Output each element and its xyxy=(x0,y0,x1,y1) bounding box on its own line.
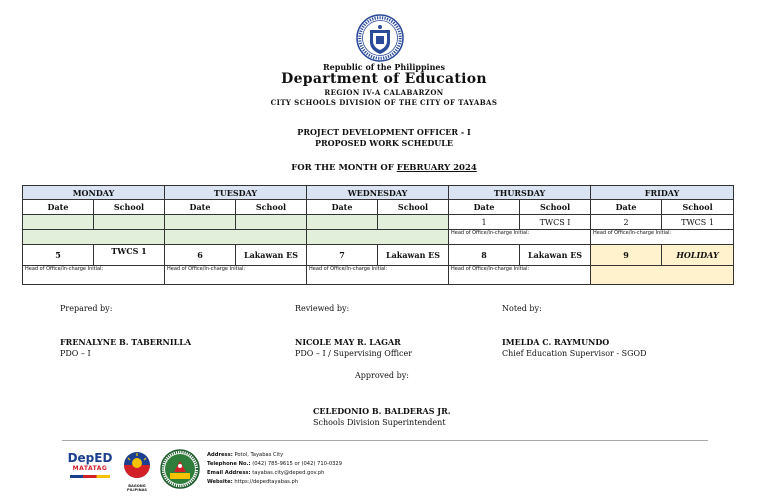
reviewed-position: PDO – I / Supervising Officer xyxy=(295,349,413,358)
empty-cell xyxy=(236,215,307,230)
tayabas-division-seal xyxy=(160,449,200,489)
bagong-pilipinas-logo xyxy=(118,450,156,490)
initial-cell: Head of Office/In-charge Initial: xyxy=(591,230,734,245)
school-cell: TWCS I xyxy=(520,215,591,230)
work-schedule-table xyxy=(22,185,734,285)
empty-cell xyxy=(94,215,165,230)
column-header-row xyxy=(23,200,734,215)
initial-cell: Head of Office/In-charge Initial: xyxy=(307,266,449,285)
holiday-cell: HOLIDAY xyxy=(662,245,734,266)
month-line xyxy=(0,163,768,173)
approved-name: CELEDONIO B. BALDERAS JR. xyxy=(313,406,451,416)
date-cell: 2 xyxy=(591,215,662,230)
date-cell: 7 xyxy=(307,245,378,266)
website-link[interactable]: https://depedtayabas.ph xyxy=(234,479,299,485)
footer-website xyxy=(207,479,298,485)
reviewed-label: Reviewed by: xyxy=(295,304,350,313)
day-header-monday: MONDAY xyxy=(23,186,165,200)
footer-address xyxy=(207,452,283,458)
email-label: Email Address: xyxy=(207,470,251,476)
empty-cell xyxy=(23,215,94,230)
initial-cell: Head of Office/In-charge Initial: xyxy=(165,266,307,285)
empty-cell xyxy=(591,266,734,285)
day-header-tuesday: TUESDAY xyxy=(165,186,307,200)
reviewed-name: NICOLE MAY R. LAGAR xyxy=(295,337,401,347)
address-value: Potol, Tayabas City xyxy=(234,452,284,458)
col-school: School xyxy=(236,200,307,215)
table-row xyxy=(23,215,734,230)
school-cell: TWCS 1 xyxy=(94,245,165,266)
date-cell: 1 xyxy=(449,215,520,230)
email-link[interactable]: tayabas.city@deped.gov.ph xyxy=(252,470,325,476)
website-label: Website: xyxy=(207,479,233,485)
day-header-wednesday: WEDNESDAY xyxy=(307,186,449,200)
empty-cell xyxy=(378,215,449,230)
col-school: School xyxy=(378,200,449,215)
col-date: Date xyxy=(165,200,236,215)
department-heading: Department of Education xyxy=(281,71,487,87)
matatag-wordmark: MATATAG xyxy=(72,465,108,472)
document-title: PROJECT DEVELOPMENT OFFICER - I xyxy=(297,127,471,137)
col-school: School xyxy=(520,200,591,215)
date-cell: 8 xyxy=(449,245,520,266)
prepared-position: PDO – I xyxy=(60,349,91,358)
empty-cell xyxy=(23,230,165,245)
logo-stripe xyxy=(70,475,110,478)
republic-heading: Republic of the Philippines xyxy=(322,62,445,72)
table-row xyxy=(23,230,734,245)
initial-cell: Head of Office/In-charge Initial: xyxy=(449,230,591,245)
empty-cell xyxy=(307,230,449,245)
prepared-label: Prepared by: xyxy=(60,304,113,313)
noted-name: IMELDA C. RAYMUNDO xyxy=(502,337,610,347)
school-cell: Lakawan ES xyxy=(236,245,307,266)
address-label: Address: xyxy=(207,452,233,458)
prepared-name: FRENALYNE B. TABERNILLA xyxy=(60,337,192,347)
noted-position: Chief Education Supervisor - SGOD xyxy=(502,349,647,358)
col-date: Date xyxy=(23,200,94,215)
document-subtitle: PROPOSED WORK SCHEDULE xyxy=(315,138,453,148)
date-cell: 9 xyxy=(591,245,662,266)
phone-value: (042) 785-9615 or (042) 710-0329 xyxy=(252,461,343,467)
empty-cell xyxy=(307,215,378,230)
approved-label: Approved by: xyxy=(355,371,409,380)
school-cell: TWCS 1 xyxy=(662,215,734,230)
col-school: School xyxy=(662,200,734,215)
school-cell: Lakawan ES xyxy=(378,245,449,266)
deped-seal-icon xyxy=(356,14,404,62)
month-prefix: FOR THE MONTH OF xyxy=(291,163,394,173)
table-row xyxy=(23,266,734,285)
bagong-pilipinas-wordmark: BAGONG PILIPINAS xyxy=(127,484,147,492)
phone-label: Telephone No.: xyxy=(207,461,251,467)
col-date: Date xyxy=(449,200,520,215)
col-date: Date xyxy=(307,200,378,215)
month-value: FEBRUARY 2024 xyxy=(396,163,477,173)
division-heading: CITY SCHOOLS DIVISION OF THE CITY OF TAYABAS xyxy=(270,98,498,107)
col-school: School xyxy=(94,200,165,215)
footer-divider xyxy=(62,440,708,441)
approved-position: Schools Division Superintendent xyxy=(313,418,446,427)
bagong-pilipinas-emblem-icon xyxy=(118,450,156,480)
day-header-thursday: THURSDAY xyxy=(449,186,591,200)
footer-email xyxy=(207,470,324,476)
date-cell: 5 xyxy=(23,245,94,266)
day-header-row xyxy=(23,186,734,200)
deped-wordmark: DepED xyxy=(67,451,113,465)
table-row xyxy=(23,245,734,266)
initial-cell: Head of Office/In-charge Initial: xyxy=(449,266,591,285)
empty-cell xyxy=(165,215,236,230)
noted-label: Noted by: xyxy=(502,304,542,313)
col-date: Date xyxy=(591,200,662,215)
region-heading: REGION IV-A CALABARZON xyxy=(324,88,444,97)
initial-cell: Head of Office/In-charge Initial: xyxy=(23,266,165,285)
footer-phone xyxy=(207,461,342,467)
empty-cell xyxy=(165,230,307,245)
deped-matatag-logo xyxy=(66,451,114,489)
day-header-friday: FRIDAY xyxy=(591,186,734,200)
school-cell: Lakawan ES xyxy=(520,245,591,266)
date-cell: 6 xyxy=(165,245,236,266)
